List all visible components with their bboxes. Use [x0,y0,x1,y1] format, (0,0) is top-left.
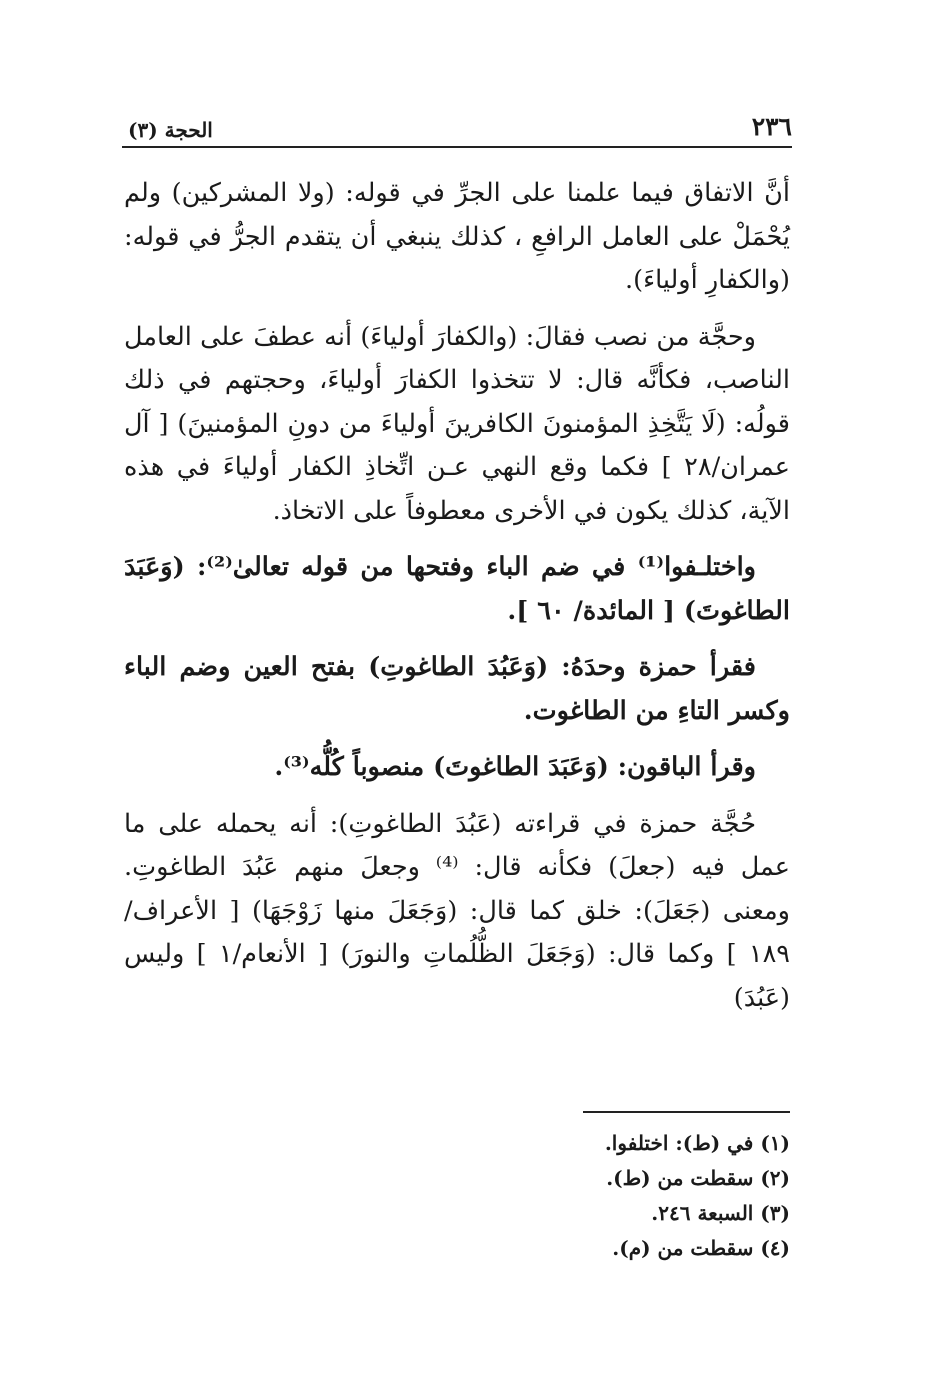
header-rule [122,146,792,148]
page-number: ٢٣٦ [751,112,792,141]
footnote-4: (٤) سقطت من (م). [612,1236,790,1260]
paragraph-5: وقرأ الباقون: (وَعَبَدَ الطاغوتَ) منصوباً كُلُّه⁽³⁾. [274,752,756,782]
paragraph-6: حُجَّة حمزة في قراءته (عَبُدَ الطاغوتِ): أنه يحمله على ما عمل فيه (جعلَ) فكأنه قال: ⁽⁴⁾ وجعلَ منهم عَبُدَ الطاغوتِ. ومعنى (جَعَلَ): خلق كما قال: (وَجَعَلَ منها زَوْجَهَا) [ الأعراف/١٨٩ ] وكما قال: (وَجَعَلَ الظُّلُماتِ والنورَ) [ الأنعام/١ ] وليس (عَبُدَ) [124,808,790,1013]
main-text [124,172,790,1033]
footnote-separator [583,1111,790,1113]
running-title: الحجة (٣) [128,118,213,142]
paragraph-4: فقرأ حمزة وحدَهُ: (وَعَبُدَ الطاغوتِ) بفتح العين وضم الباء وكسر التاءِ من الطاغوت. [124,652,790,726]
page-header [122,112,792,146]
footnote-1: (١) في (ط): اختلفوا. [604,1131,790,1155]
footnote-3: (٣) السبعة ٢٤٦. [651,1201,790,1225]
paragraph-2: وحجَّة من نصب فقالَ: (والكفارَ أولياءَ) أنه عطفَ على العامل الناصب، فكأنَّه قال: لا تتخذوا الكفارَ أولياءَ، وحجتهم في ذلك قولُه: (لَا يَتَّخِذِ المؤمنونَ الكافرينَ أولياءَ من دونِ المؤمنينَ) [ آل عمران/٢٨ ] فكما وقع النهي عـن اتِّخاذِ الكفار أولياءَ في هذه الآية، كذلك يكون في الأخرى معطوفاً على الاتخاذ. [124,321,790,526]
footnotes [124,1126,790,1266]
footnote-2: (٢) سقطت من (ط). [606,1166,790,1190]
paragraph-1: أنَّ الاتفاق فيما علمنا على الجرِّ في قوله: (ولا المشركين) ولم يُحْمَلْ على العامل الرافعِ ، كذلك ينبغي أن يتقدم الجرُّ في قوله: (والكفارِ أولياءَ). [124,178,790,295]
paragraph-3: واختلـفوا⁽¹⁾ في ضم الباء وفتحها من قوله تعالىٰ⁽²⁾: (وَعَبَدَ الطاغوتَ) [ المائدة/ ٦٠ ]. [124,552,790,626]
